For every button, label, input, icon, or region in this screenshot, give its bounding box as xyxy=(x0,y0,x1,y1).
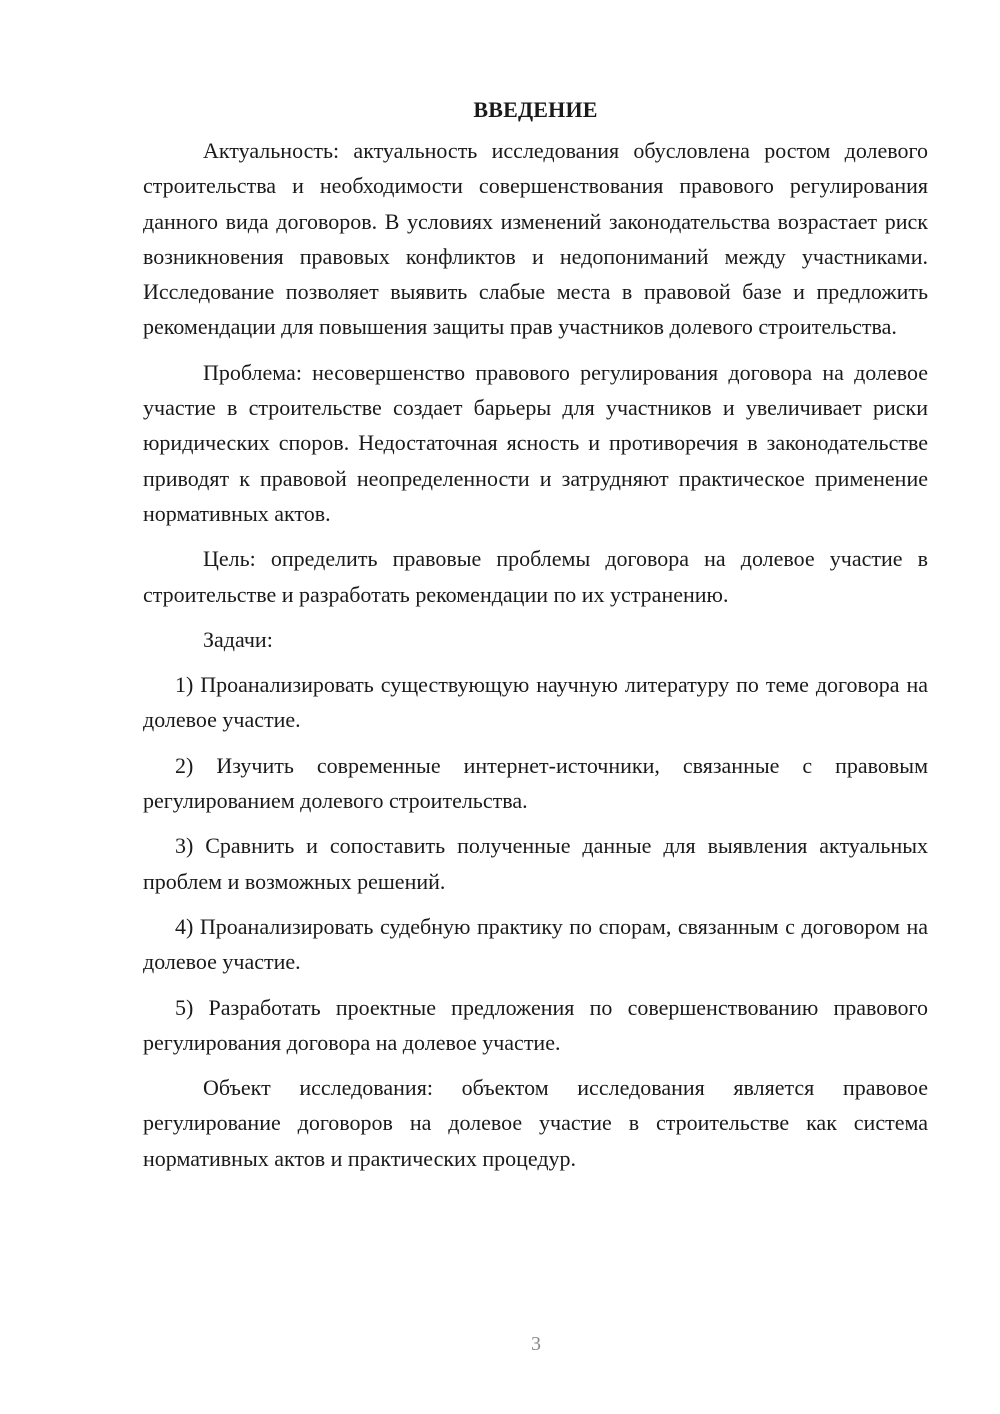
page-content xyxy=(143,92,928,1186)
task-item-5: 5) Разработать проектные предложения по совершенствованию правового регулирования договора на долевое участие. xyxy=(143,994,928,1055)
section-heading: ВВЕДЕНИЕ xyxy=(473,97,598,122)
task-item-2: 2) Изучить современные интернет-источники, связанные с правовым регулированием долевого строительства. xyxy=(143,752,928,814)
task-item-1: 1) Проанализировать существующую научную литературу по теме договора на долевое участие. xyxy=(143,672,928,733)
tasks-label: Задачи: xyxy=(203,626,273,652)
task-item-4: 4) Проанализировать судебную практику по спорам, связанным с договором на долевое участие. xyxy=(143,913,928,975)
problem-paragraph: Проблема: несовершенство правового регулирования договора на долевое участие в строительстве создает барьеры для участников и увеличивает риски юридических споров. Недостаточная ясность и противоречия в законодательстве приводят к правовой неопределенности и затрудняют практическое применение нормативных актов. xyxy=(143,359,928,526)
research-object-paragraph: Объект исследования: объектом исследования является правовое регулирование договоров на долевое участие в строительстве как система нормативных актов и практических процедур. xyxy=(143,1075,928,1171)
page-number: 3 xyxy=(531,1333,541,1355)
task-item-3: 3) Сравнить и сопоставить полученные данные для выявления актуальных проблем и возможных решений. xyxy=(143,833,928,894)
goal-paragraph: Цель: определить правовые проблемы договора на долевое участие в строительстве и разработать рекомендации по их устранению. xyxy=(143,546,928,607)
relevance-paragraph: Актуальность: актуальность исследования обусловлена ростом долевого строительства и необходимости совершенствования правового регулирования данного вида договоров. В условиях изменений законодательства возрастает риск возникновения правовых конфликтов и недопониманий между участниками. Исследование позволяет выявить слабые места в правовой базе и предложить рекомендации для повышения защиты прав участников долевого строительства. xyxy=(143,138,928,340)
